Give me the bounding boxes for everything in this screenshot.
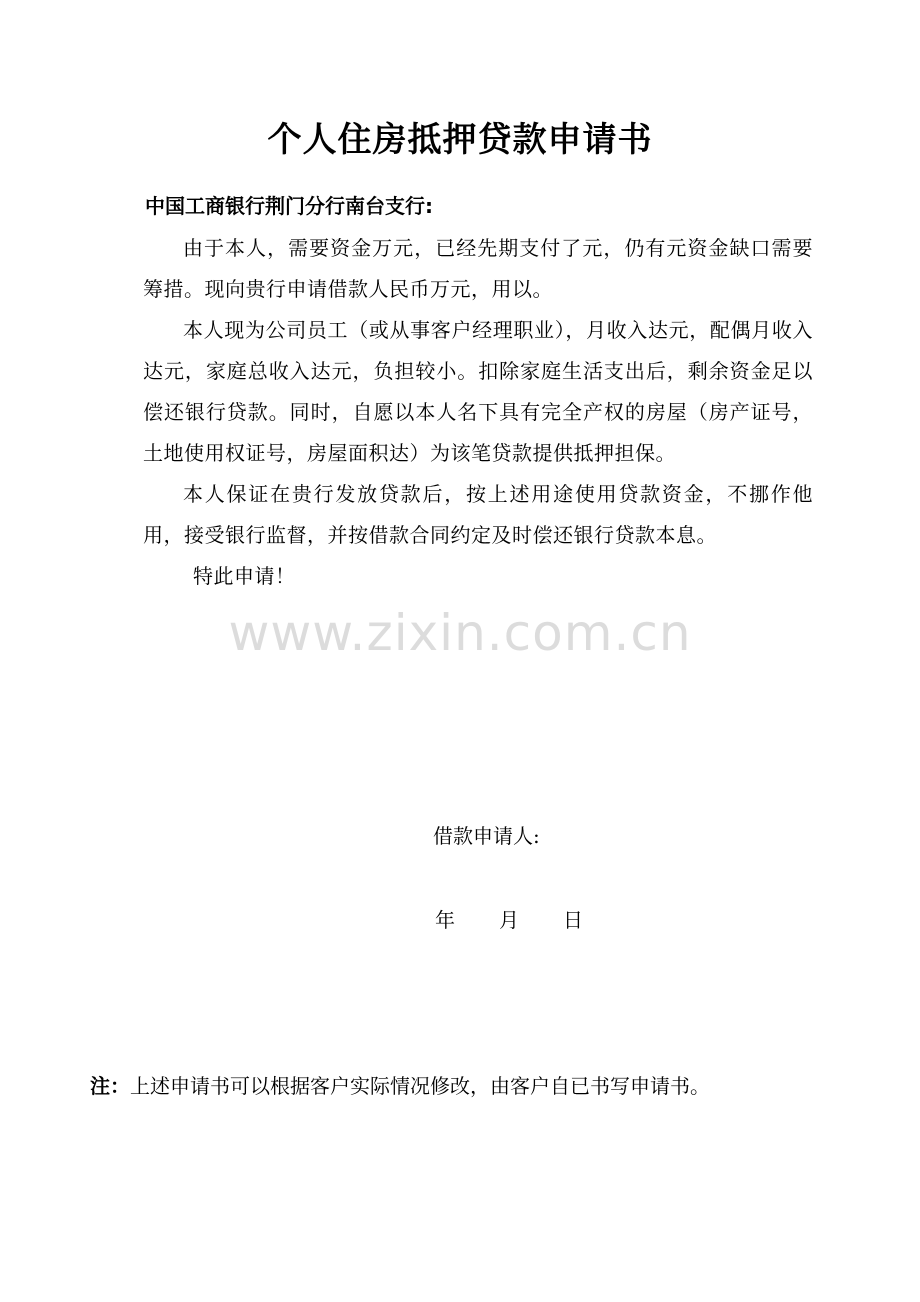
paragraph-3: 本人保证在贵行发放贷款后，按上述用途使用贷款资金，不挪作他用，接受银行监督，并按借款合同约定及时偿还银行贷款本息。 [143,482,813,547]
footnote-text: 上述申请书可以根据客户实际情况修改，由客户自已书写申请书。 [130,1074,710,1098]
footnote [90,1070,710,1099]
date-line [435,904,583,933]
document-title: 个人住房抵押贷款申请书 [267,120,653,160]
date-month: 月 [499,908,519,932]
footnote-label: 注： [90,1074,130,1098]
document-body [143,228,813,597]
paragraph-2: 本人现为公司员工（或从事客户经理职业），月收入达元，配偶月收入达元，家庭总收入达元，负担较小。扣除家庭生活支出后，剩余资金足以偿还银行贷款。同时，自愿以本人名下具有完全产权的房屋（房产证号，土地使用权证号，房屋面积达）为该笔贷款提供抵押担保。 [143,318,813,465]
paragraph-1: 由于本人，需要资金万元，已经先期支付了元，仍有元资金缺口需要筹措。现向贵行申请借款人民币万元，用以。 [143,236,813,301]
closing-line: 特此申请！ [193,564,296,588]
date-day: 日 [563,908,583,932]
date-year: 年 [435,908,455,932]
addressee: 中国工商银行荆门分行南台支行: [145,194,433,218]
watermark: www.zixin.com.cn [228,604,692,662]
signature-label: 借款申请人: [433,824,540,848]
